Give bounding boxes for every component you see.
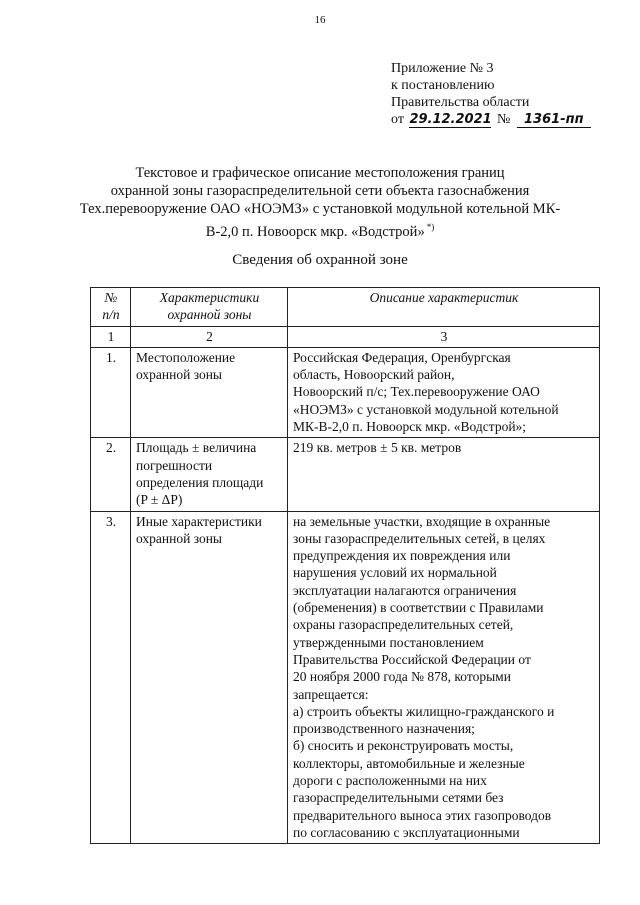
text-line: охранной зоны bbox=[136, 530, 223, 546]
footnote-mark: *) bbox=[426, 222, 435, 232]
text-line: зоны газораспределительных сетей, в целях bbox=[293, 530, 546, 546]
text-line: б) сносить и реконструировать мосты, bbox=[293, 738, 514, 754]
text-line: на земельные участки, входящие в охранные bbox=[293, 513, 551, 529]
section-subtitle: Сведения об охранной зоне bbox=[232, 252, 408, 268]
text-line: запрещается: bbox=[293, 686, 369, 702]
text-line: определения площади bbox=[136, 474, 264, 490]
text-line: (обременения) в соответствии с Правилами bbox=[293, 600, 544, 616]
text-line: а) строить объекты жилищно-гражданского и bbox=[293, 703, 555, 719]
text-line: 20 ноября 2000 года № 878, которыми bbox=[293, 669, 511, 685]
page-number: 16 bbox=[314, 14, 326, 26]
text-line: Местоположение bbox=[136, 349, 236, 365]
appendix-line-1: Приложение № 3 bbox=[391, 61, 494, 76]
text-line: Площадь ± величина bbox=[136, 440, 257, 456]
text-line: Иные характеристики bbox=[136, 513, 262, 529]
title-line-3: Тех.перевооружение ОАО «НОЭМЗ» с установкой модульной котельной МК- bbox=[79, 201, 561, 217]
row-number: 1. bbox=[91, 347, 131, 437]
text-line: эксплуатации налагаются ограничения bbox=[293, 582, 517, 598]
text-line: 219 кв. метров ± 5 кв. метров bbox=[293, 440, 462, 456]
row-characteristic bbox=[131, 438, 288, 511]
appendix-line-2: к постановлению bbox=[391, 78, 495, 93]
title-line-1: Текстовое и графическое описание местоположения границ bbox=[135, 165, 505, 181]
index-cell: 1 bbox=[91, 326, 131, 347]
row-characteristic bbox=[131, 347, 288, 437]
index-cell: 3 bbox=[288, 326, 600, 347]
index-cell: 2 bbox=[131, 326, 288, 347]
header-characteristic bbox=[131, 288, 288, 327]
title-line-4-text: В-2,0 п. Новоорск мкр. «Водстрой» bbox=[205, 224, 425, 240]
number-sign: № bbox=[496, 112, 511, 127]
row-number: 3. bbox=[91, 511, 131, 844]
table-row bbox=[91, 347, 600, 437]
text-line: предварительного выноса этих газопроводов bbox=[293, 807, 552, 823]
text-line: нарушения условий их нормальной bbox=[293, 565, 497, 581]
row-number: 2. bbox=[91, 438, 131, 511]
text-line: охраны газораспределительных сетей, bbox=[293, 617, 514, 633]
title-line-4 bbox=[60, 218, 580, 241]
date-prefix: от bbox=[391, 112, 404, 127]
header-char-line-2: охранной зоны bbox=[167, 307, 252, 323]
text-line: охранной зоны bbox=[136, 367, 223, 383]
text-line: Правительства Российской Федерации от bbox=[293, 651, 531, 667]
header-char-line-1: Характеристики bbox=[159, 290, 260, 305]
header-num-line-2: п/п bbox=[102, 307, 120, 323]
text-line: утвержденными постановлением bbox=[293, 634, 484, 650]
row-description bbox=[288, 438, 600, 511]
table-header-row bbox=[91, 288, 600, 327]
appendix-date-line bbox=[391, 111, 591, 128]
text-line: Новоорский п/с; Тех.перевооружение ОАО bbox=[293, 384, 540, 400]
handwritten-number: 1361-пп bbox=[517, 113, 591, 128]
header-description: Описание характеристик bbox=[288, 288, 600, 327]
header-num bbox=[91, 288, 131, 327]
document-title bbox=[60, 164, 580, 241]
text-line: дороги с расположенными на них bbox=[293, 773, 487, 789]
table-index-row bbox=[91, 326, 600, 347]
text-line: газораспределительными сетями без bbox=[293, 790, 504, 806]
handwritten-date: 29.12.2021 bbox=[409, 112, 492, 127]
title-line-2: охранной зоны газораспределительной сети объекта газоснабжения bbox=[110, 183, 530, 199]
text-line: производственного назначения; bbox=[293, 721, 475, 737]
table-row bbox=[91, 511, 600, 844]
table-row bbox=[91, 438, 600, 511]
text-line: МК-В-2,0 п. Новоорск мкр. «Водстрой»; bbox=[293, 419, 527, 435]
row-description bbox=[288, 511, 600, 844]
row-characteristic bbox=[131, 511, 288, 844]
appendix-block bbox=[391, 60, 591, 128]
text-line: по согласованию с эксплуатационными bbox=[293, 824, 520, 840]
header-num-line-1: № bbox=[104, 290, 118, 305]
text-line: «НОЭМЗ» с установкой модульной котельной bbox=[293, 401, 559, 417]
text-line: область, Новоорский район, bbox=[293, 367, 455, 383]
zone-info-table bbox=[90, 287, 600, 844]
row-description bbox=[288, 347, 600, 437]
text-line: предупреждения их повреждения или bbox=[293, 548, 511, 564]
text-line: (P ± ΔP) bbox=[136, 492, 183, 508]
appendix-line-3: Правительства области bbox=[391, 95, 530, 110]
text-line: коллекторы, автомобильные и железные bbox=[293, 755, 525, 771]
text-line: погрешности bbox=[136, 457, 213, 473]
text-line: Российская Федерация, Оренбургская bbox=[293, 349, 511, 365]
